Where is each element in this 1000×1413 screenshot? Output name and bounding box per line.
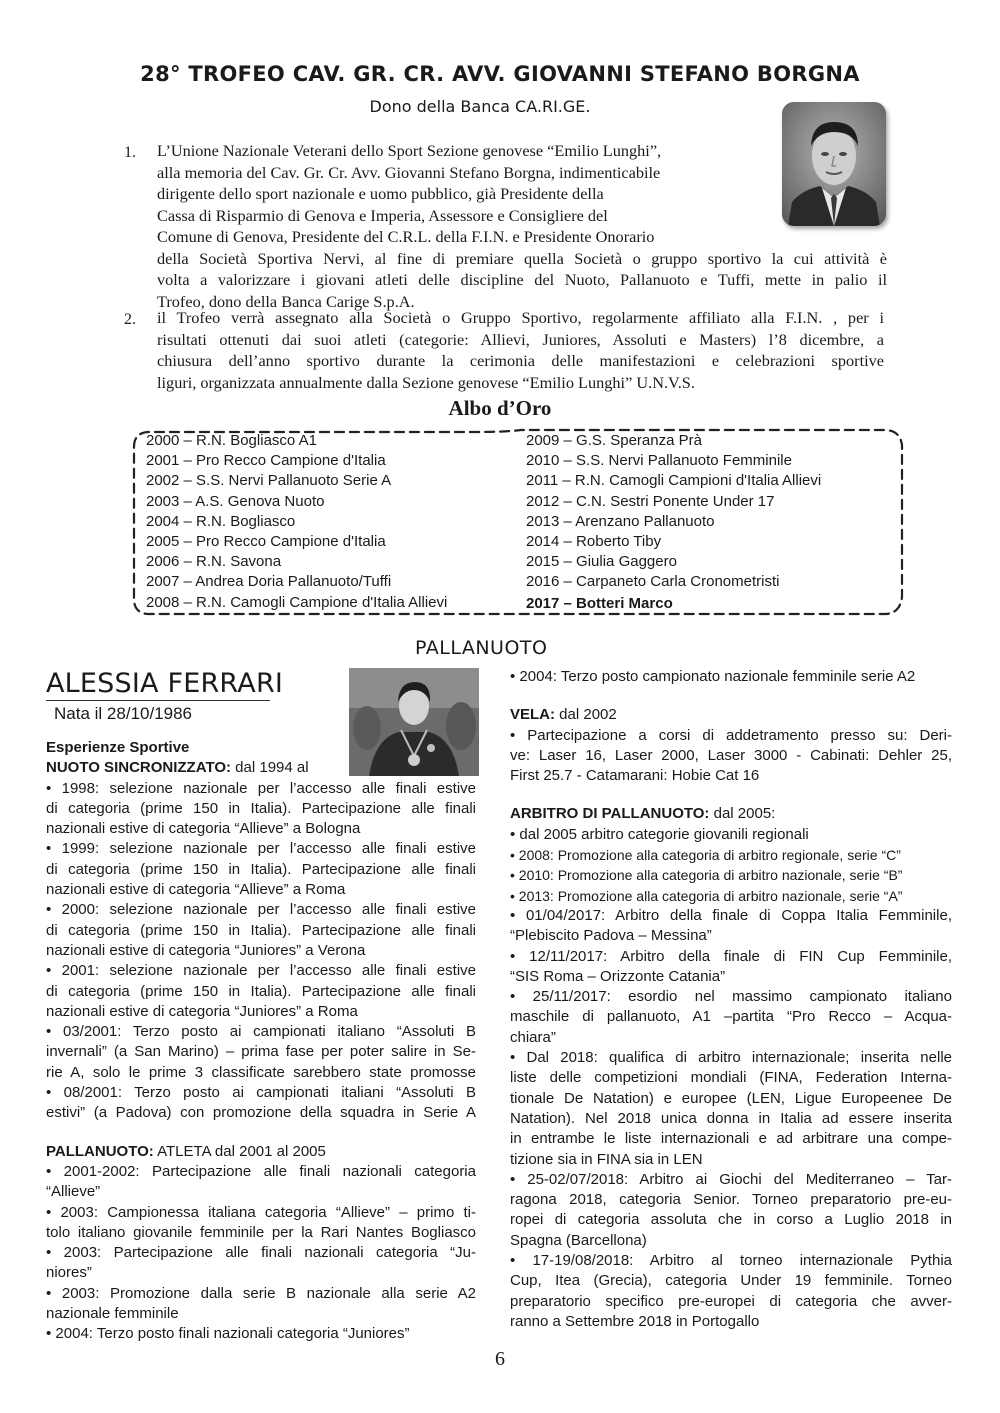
rule-number: 1. — [124, 144, 136, 161]
rule-1-text — [157, 140, 887, 312]
entry-line: Spagna (Barcellona) — [510, 1231, 647, 1249]
entry-line: • Partecipazione a corsi di addetramento presso su: Deri- — [510, 726, 952, 744]
trophy-title: 28° TROFEO CAV. GR. CR. AVV. GIOVANNI STEFANO BORGNA — [140, 62, 860, 86]
entry-line: ragona 2018, categoria Senior. Torneo preparatorio pre-eu- — [510, 1191, 952, 1209]
entry-line: maschile di pallanuoto, A1 –partita “Pro Recco – Acqua- — [510, 1008, 952, 1026]
rule-line: liguri, organizzata annualmente dalla Sezione genovese “Emilio Lunghi” U.N.V.S. — [157, 372, 695, 392]
entry-line: nazionali estive di categoria “Allieve” a Bologna — [46, 820, 361, 838]
right-column — [510, 667, 952, 1332]
entry-line: • Dal 2018: qualifica di arbitro internazionale; inserita nelle — [510, 1049, 952, 1067]
entry-line: • 01/04/2017: Arbitro della finale di Coppa Italia Femminile, — [510, 906, 952, 924]
entry-line: First 25.7 - Catamarani: Hobie Cat 16 — [510, 767, 760, 785]
entry-line: • 08/2001: Terzo posto ai campionati italiani “Assoluti B — [46, 1084, 476, 1102]
entry-line: estivi” (a Padova) con promozione della squadra in Serie A — [46, 1104, 476, 1122]
pallanuoto-since: ATLETA dal 2001 al 2005 — [153, 1142, 326, 1160]
albo-entry: 2014 – Roberto Tiby — [526, 533, 662, 551]
entry-line: ropei di categoria assoluta che in corso a Luglio 2018 in — [510, 1211, 952, 1229]
rule-line: Cassa di Risparmio di Genova e Imperia, Assessore e Consigliere del — [157, 205, 608, 225]
entry-line: • 2004: Terzo posto campionato nazionale femminile serie A2 — [510, 668, 916, 685]
rule-line: volta a valorizzare i giovani atleti delle discipline del Nuoto, Pallanuoto e Tuffi, mette in palio il — [157, 270, 887, 289]
vela-since: dal 2002 — [555, 706, 617, 724]
rule-line: della Società Sportiva Nervi, al fine di premiare quella Società o gruppo sportivo la cui attività è — [157, 248, 887, 268]
rule-line: L’Unione Nazionale Veterani dello Sport Sezione genovese “Emilio Lunghi”, — [157, 141, 662, 160]
esperienze-heading: Esperienze Sportive — [46, 739, 190, 756]
entry-line: di categoria (prime 150 in Italia). Partecipazione alle finali — [46, 921, 476, 939]
section-label: PALLANUOTO — [415, 637, 548, 659]
entry-line: tolo italiano giovanile femminile per la Rari Nantes Bogliasco — [46, 1223, 476, 1241]
albo-entry: 2011 – R.N. Camogli Campioni d'Italia Allievi — [526, 472, 822, 490]
albo-entry: 2009 – G.S. Speranza Prà — [526, 432, 702, 449]
entry-line: • 12/11/2017: Arbitro della finale di FIN Cup Femminile, — [510, 947, 952, 965]
albo-entry: 2016 – Carpaneto Carla Cronometristi — [526, 573, 780, 591]
entry-line: • 2001-2002: Partecipazione alle finali nazionali categoria — [46, 1162, 476, 1180]
entry-line: tionale De Natation) e europee (LEN, Ligue Europeenee De — [510, 1089, 952, 1107]
albo-entry: 2006 – R.N. Savona — [146, 553, 282, 571]
entry-line: “SIS Roma – Orizzonte Catania” — [510, 967, 726, 985]
entry-line: tizione sia in FINA sia in LEN — [510, 1150, 703, 1168]
entry-line: chiara” — [510, 1028, 556, 1046]
entry-line: “Plebiscito Padova – Messina” — [510, 927, 712, 945]
albo-entry: 2012 – C.N. Sestri Ponente Under 17 — [526, 492, 775, 510]
rule-line: dirigente dello sport nazionale e uomo pubblico, già Presidente della — [157, 184, 604, 203]
entry-line: di categoria (prime 150 in Italia). Partecipazione alle finali — [46, 799, 476, 817]
rule-line: Trofeo, dono della Banca Carige S.p.A. — [157, 291, 415, 311]
albo-entry: 2010 – S.S. Nervi Pallanuoto Femminile — [526, 452, 792, 470]
entry-line: liste delle competizioni mondiali (FINA, Federation Interna- — [510, 1069, 952, 1087]
entry-line: ranno a Settembre 2018 in Portogallo — [510, 1312, 760, 1330]
entry-line: • 2008: Promozione alla categoria di arbitro regionale, serie “C” — [510, 847, 901, 864]
entry-line: rie A, solo le prime 3 classificate sarebbero state promosse — [46, 1063, 476, 1081]
entry-line: • 2003: Partecipazione alle finali nazionali categoria “Ju- — [46, 1244, 476, 1262]
entry-line: di categoria (prime 150 in Italia). Partecipazione alle finali — [46, 860, 476, 878]
entry-line: niores” — [46, 1264, 92, 1282]
rule-line: alla memoria del Cav. Gr. Cr. Avv. Giovanni Stefano Borgna, indimenticabile — [157, 162, 661, 182]
rule-number: 2. — [124, 311, 136, 328]
entry-line: • 2000: selezione nazionale per l’accesso alle finali estive — [46, 901, 476, 919]
page-number: 6 — [495, 1348, 505, 1370]
entry-line: • 2003: Promozione dalla serie B nazionale alla serie A2 — [46, 1284, 476, 1302]
entry-line: • 03/2001: Terzo posto ai campionati italiano “Assoluti B — [46, 1023, 476, 1041]
albo-right-column — [526, 431, 821, 614]
entry-line: Cup, Itea (Grecia), categoria Under 19 femminile. Torneo — [510, 1272, 952, 1290]
rule-2-text — [157, 307, 884, 393]
entry-line: • 2003: Campionessa italiana categoria “Allieve” – primo ti- — [46, 1203, 476, 1221]
entry-line: preparatorio specifico pre-europei di categoria che avver- — [510, 1292, 952, 1310]
albo-entry: 2004 – R.N. Bogliasco — [146, 512, 296, 530]
entry-line: • 1998: selezione nazionale per l’accesso alle finali estive — [46, 779, 476, 797]
nuoto-since: dal 1994 al — [231, 759, 309, 777]
entry-line: • 1999: selezione nazionale per l’accesso alle finali estive — [46, 840, 476, 858]
left-column — [46, 738, 476, 1345]
entry-line: • 2001: selezione nazionale per l’accesso alle finali estive — [46, 962, 476, 980]
nuoto-label: NUOTO SINCRONIZZATO: — [46, 759, 231, 777]
entry-line: di categoria (prime 150 in Italia). Partecipazione alle finali — [46, 982, 476, 1000]
arbitro-since: dal 2005: — [709, 805, 776, 823]
entry-line: • 25/11/2017: esordio nel massimo campionato italiano — [510, 988, 952, 1006]
entry-line: nazionali estive di categoria “Juniores” a Verona — [46, 941, 366, 959]
entry-line: • 2004: Terzo posto finali nazionali categoria “Juniores” — [46, 1325, 410, 1343]
entry-line: nazionali estive di categoria “Juniores” a Roma — [46, 1002, 358, 1020]
albo-left-column — [146, 431, 447, 613]
entry-line: • dal 2005 arbitro categorie giovanili regionali — [510, 825, 809, 843]
entry-line: in entrambe le liste internazionali e ad arbitrare una compe- — [510, 1130, 952, 1148]
entry-line: nazionali estive di categoria “Allieve” a Roma — [46, 881, 346, 899]
rule-line: risultati ottenuti dai suoi atleti (categorie: Allievi, Juniores, Assoluti e Masters) l’8 dicembre, a — [157, 329, 884, 349]
entry-line: • 17-19/08/2018: Arbitro al torneo internazionale Pythia — [510, 1252, 952, 1270]
entry-line: • 2010: Promozione alla categoria di arbitro nazionale, serie “B” — [510, 867, 903, 884]
entry-line: nazionale femminile — [46, 1305, 179, 1323]
albo-entry: 2008 – R.N. Camogli Campione d'Italia Allievi — [146, 593, 448, 611]
entry-line: invernali” (a San Marino) – prima fase per poter salire in Se- — [46, 1043, 476, 1061]
entry-line: • 25-02/07/2018: Arbitro ai Giochi del Mediterraneo – Tar- — [510, 1170, 952, 1188]
albo-entry: 2015 – Giulia Gaggero — [526, 553, 677, 571]
birth-date: Nata il 28/10/1986 — [54, 704, 192, 723]
entry-line: “Allieve” — [46, 1183, 101, 1201]
entry-line: ve: Laser 16, Laser 2000, Laser 3000 - Cabinati: Dehler 25, — [510, 746, 952, 764]
albo-entry: 2013 – Arenzano Pallanuoto — [526, 512, 715, 530]
entry-line: • 2013: Promozione alla categoria di arbitro nazionale, serie “A” — [510, 887, 903, 904]
athlete-name: ALESSIA FERRARI — [46, 668, 284, 699]
name-underline — [46, 700, 270, 701]
trophy-subtitle: Dono della Banca CA.RI.GE. — [369, 97, 591, 116]
albo-entry: 2000 – R.N. Bogliasco A1 — [146, 432, 317, 449]
rule-line: chiusura dell’anno sportivo durante la cerimonia delle manifestazioni e celebrazioni sportive — [157, 351, 884, 370]
vela-label: VELA: — [510, 706, 555, 724]
albo-entry: 2002 – S.S. Nervi Pallanuoto Serie A — [146, 472, 392, 490]
albo-entry: 2005 – Pro Recco Campione d'Italia — [146, 533, 386, 551]
entry-line: Natation). Nel 2018 unica donna in Italia ad essere inserita — [510, 1109, 952, 1127]
albo-highlight-entry: 2017 – Botteri Marco — [526, 594, 673, 612]
albo-entry: 2007 – Andrea Doria Pallanuoto/Tuffi — [146, 573, 392, 591]
arbitro-label: ARBITRO DI PALLANUOTO: — [510, 805, 710, 823]
albo-title: Albo d’Oro — [448, 396, 552, 420]
rule-line: il Trofeo verrà assegnato alla Società o Gruppo Sportivo, regolarmente affiliato alla F.I.N. , per i — [157, 308, 884, 327]
albo-entry: 2001 – Pro Recco Campione d'Italia — [146, 452, 386, 470]
albo-entry: 2003 – A.S. Genova Nuoto — [146, 492, 325, 510]
rule-line: Comune di Genova, Presidente del C.R.L. della F.I.N. e Presidente Onorario — [157, 227, 655, 246]
pallanuoto-label: PALLANUOTO: — [46, 1142, 154, 1160]
